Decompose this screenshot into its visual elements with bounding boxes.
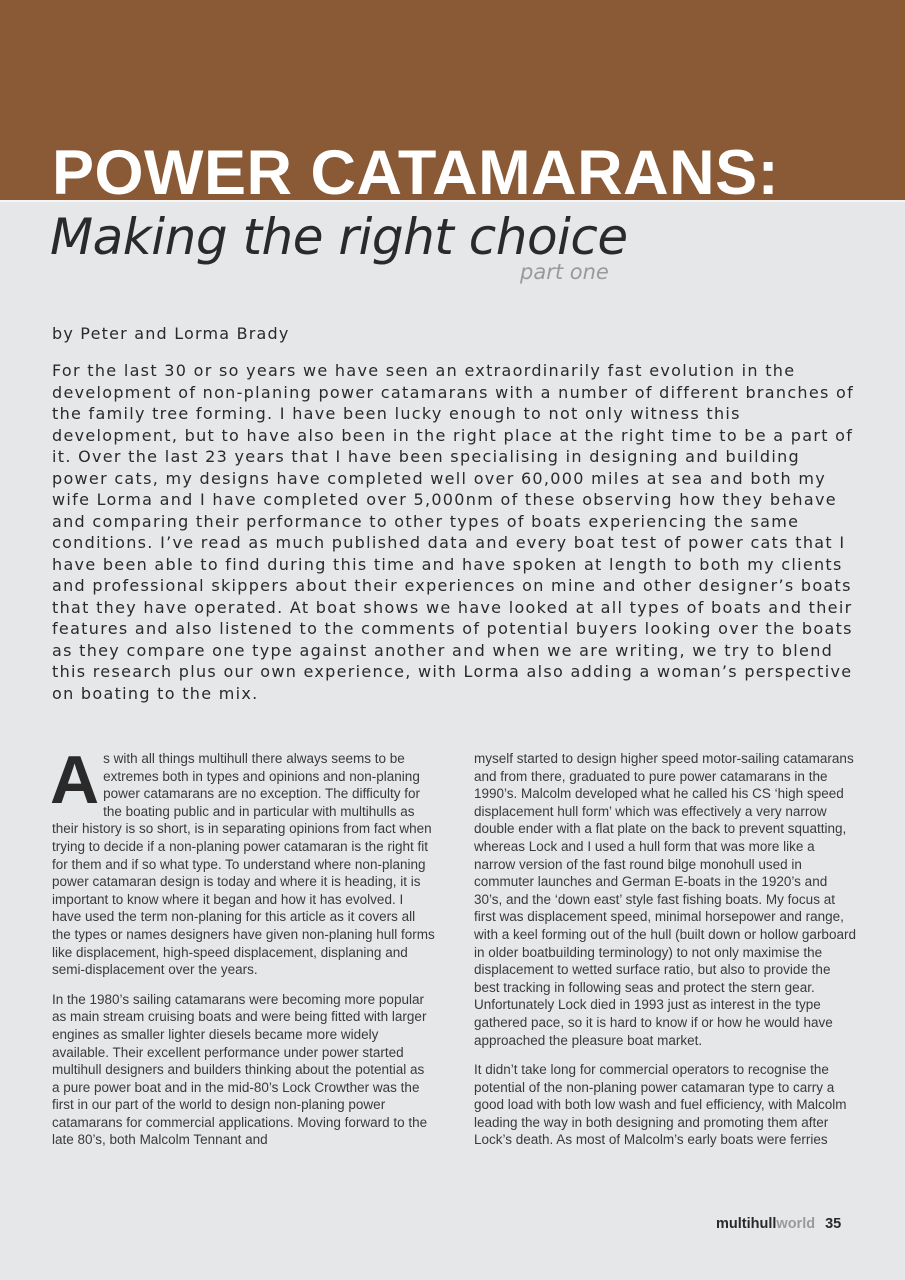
body-paragraph: It didn’t take long for commercial operators to recognise the potential of the non-planing power catamaran type to carry a good load with both low wash and fuel efficiency, with Malcolm leading the way in both designing and promoting them after Lock’s death. As most of Malcolm’s early boats were ferries [474, 1062, 847, 1148]
drop-cap: A [50, 742, 100, 818]
article-subtitle: Making the right choice [50, 208, 628, 266]
body-paragraph-text: s with all things multihull there always seems to be extremes both in types and opinions and non-planing power catamarans are no exception. The difficulty for the boating public and in particular with multihulls as their history is so short, is in separating opinions from fact when trying to decide if a non-planing power catamaran is the right fit for them and if so what type. To understand where non-planing power catamaran design is today and where it is heading, it is important to know where it began and how it has evolved. I have used the term non-planing for this article as it covers all the types or names designers have given non-planing hull forms like displacement, high-speed displacement, displaning and semi-displacement over the years. [52, 751, 435, 978]
body-column-left [50, 742, 435, 1161]
footer-brand-world: world [776, 1216, 816, 1232]
intro-paragraph: For the last 30 or so years we have seen an extraordinarily fast evolution in the development of non-planing power catamarans with a number of different branches of the family tree forming. I have been lucky enough to not only witness this development, but to have also been in the right place at the right time to be a part of it. Over the last 23 years that I have been specialising in designing and building power cats, my designs have completed well over 60,000 miles at sea and both my wife Lorma and I have completed over 5,000nm of these observing how they behave and comparing their performance to other types of boats experiencing the same conditions. I’ve read as much published data and every boat test of power cats that I have been able to find during this time and have spoken at length to both my clients and professional skippers about their experiences on mine and other designer’s boats that they have operated. At boat shows we have looked at all types of boats and their features and also listened to the comments of potential buyers looking over the boats as they compare one type against another and when we are writing, we try to blend this research plus our own experience, with Lorma also adding a woman’s perspective on boating to the mix. [52, 361, 855, 703]
body-column-right [474, 750, 857, 1161]
byline: by Peter and Lorma Brady [52, 324, 290, 343]
footer-brand-multihull: multihull [716, 1216, 777, 1232]
body-paragraph: In the 1980’s sailing catamarans were becoming more popular as main stream cruising boats and were being fitted with larger engines as smaller lighter diesels became more widely available. Their excellent performance under power started multihull designers and builders thinking about the potential as a pure power boat and in the mid-80’s Lock Crowther was the first in our part of the world to design non-planing power catamarans for commercial applications. Moving forward to the late 80’s, both Malcolm Tennant and [52, 991, 428, 1148]
article-title: POWER CATAMARANS: [52, 138, 780, 208]
page-number: 35 [825, 1216, 842, 1232]
body-paragraph: myself started to design higher speed motor-sailing catamarans and from there, graduated to pure power catamarans in the 1990’s. Malcolm developed what he called his CS ‘high speed displacement hull form’ which was effectively a very narrow double ender with a flat plate on the back to prevent squatting, whereas Lock and I used a hull form that was more like a narrow version of the fast round bilge monohull used in commuter launches and German E-boats in the 1920’s and 30’s, and the ‘down east’ style fast fishing boats. My focus at first was displacement speed, minimal horsepower and range, with a keel forming out of the hull (built down or hollow garboard in older boatbuilding terminology) to not only maximise the displacement to wetted surface ratio, but also to provide the best tracking in following seas and protect the stern gear. Unfortunately Lock died in 1993 just as interest in the type gathered pace, so it is hard to know if or how he would have approached the pleasure boat market. [474, 751, 856, 1048]
body-paragraph [50, 742, 435, 979]
part-label: part one [520, 260, 609, 284]
page-footer [716, 1214, 841, 1234]
